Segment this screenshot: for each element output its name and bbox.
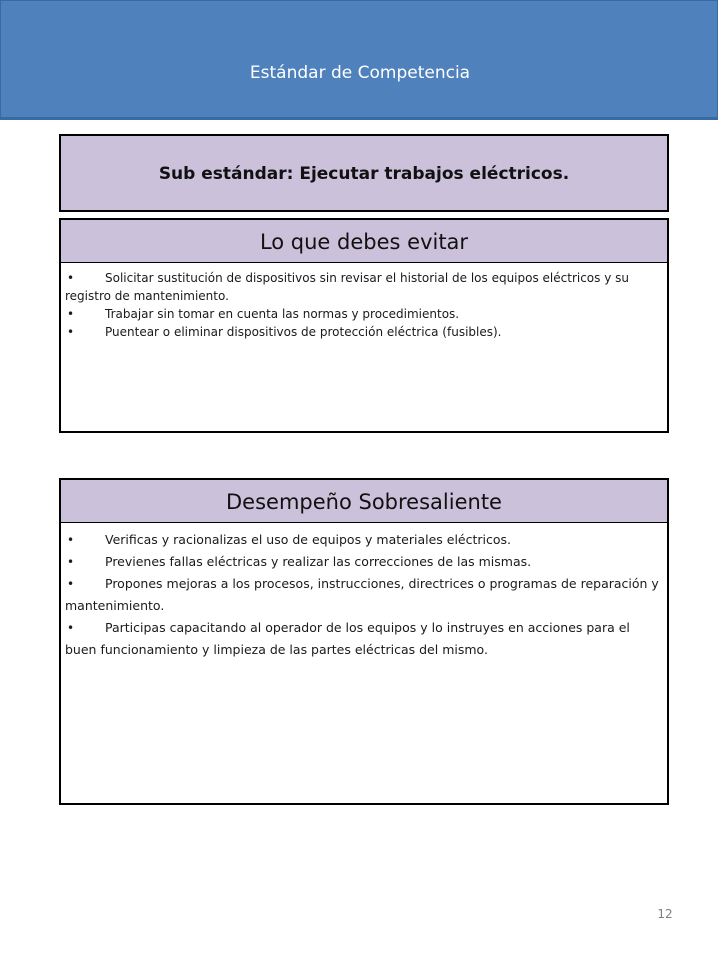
list-item-text: Trabajar sin tomar en cuenta las normas y procedimientos. [105,307,460,321]
performance-panel [59,478,669,805]
list-item-text: Previenes fallas eléctricas y realizar las correcciones de las mismas. [105,554,532,569]
list-item [65,529,661,551]
performance-list [61,523,667,661]
avoid-list [61,263,667,341]
list-item [65,269,661,305]
bullet-icon: • [67,533,75,547]
page-number: 12 [657,907,673,921]
list-item [65,573,661,617]
performance-panel-heading: Desempeño Sobresaliente [61,480,667,523]
list-item-text: Solicitar sustitución de dispositivos sin revisar el historial de los equipos eléctricos y su registro de mantenimiento. [65,271,629,303]
header-title: Estándar de Competencia [249,63,471,83]
bullet-icon: • [67,271,75,285]
list-item-text: Participas capacitando al operador de los equipos y lo instruyes en acciones para el buen funcionamiento y limpieza de las partes eléctricas del mismo. [65,620,630,657]
list-item [65,305,661,323]
bullet-icon: • [67,577,75,591]
bullet-icon: • [67,621,75,635]
header-band [0,0,718,120]
bullet-icon: • [67,307,75,321]
bullet-icon: • [67,555,75,569]
substandard-title: Sub estándar: Ejecutar trabajos eléctricos. [158,164,570,184]
avoid-panel-heading: Lo que debes evitar [61,220,667,263]
list-item [65,323,661,341]
bullet-icon: • [67,325,75,339]
list-item-text: Verificas y racionalizas el uso de equipos y materiales eléctricos. [105,532,512,547]
list-item [65,617,661,661]
list-item-text: Puentear o eliminar dispositivos de protección eléctrica (fusibles). [105,325,502,339]
list-item-text: Propones mejoras a los procesos, instrucciones, directrices o programas de reparación y mantenimiento. [65,576,659,613]
avoid-panel [59,218,669,433]
list-item [65,551,661,573]
substandard-box [59,134,669,212]
